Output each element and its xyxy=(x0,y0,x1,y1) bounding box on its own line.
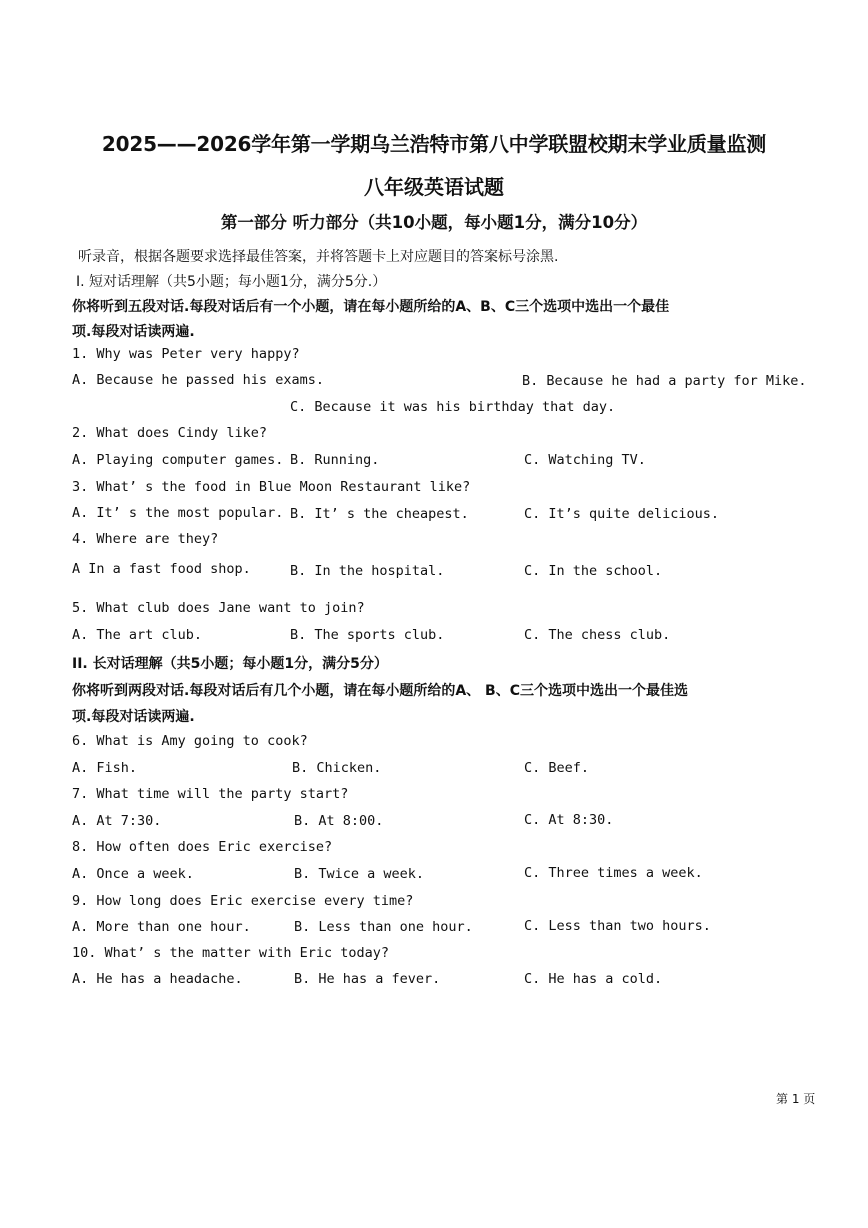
question-7-option-b: B. At 8:00. xyxy=(294,813,384,829)
question-4-stem: 4. Where are they? xyxy=(72,531,219,547)
section2-desc-line1: 你将听到两段对话.每段对话后有几个小题，请在每小题所给的A、 B、C三个选项中选出一个最佳选 xyxy=(72,683,688,699)
question-7-option-a: A. At 7:30. xyxy=(72,813,162,829)
part-heading: 第一部分 听力部分（共10小题，每小题1分，满分10分） xyxy=(220,213,648,232)
question-4-option-b: B. In the hospital. xyxy=(290,563,445,579)
question-10-option-b: B. He has a fever. xyxy=(294,971,441,987)
question-6-option-c: C. Beef. xyxy=(524,760,590,776)
question-1-option-a: A. Because he passed his exams. xyxy=(72,372,324,388)
exam-title: 2025——2026学年第一学期乌兰浩特市第八中学联盟校期末学业质量监测 xyxy=(101,132,767,156)
question-8-option-a: A. Once a week. xyxy=(72,866,194,882)
question-1-option-b: B. Because he had a party for Mike. xyxy=(522,373,807,389)
section2-heading: II. 长对话理解（共5小题；每小题1分，满分5分） xyxy=(72,656,388,672)
question-2-option-b: B. Running. xyxy=(290,452,380,468)
question-3-option-c: C. It’s quite delicious. xyxy=(524,506,720,522)
question-9-option-b: B. Less than one hour. xyxy=(294,919,473,935)
question-9-option-c: C. Less than two hours. xyxy=(524,918,711,934)
section2-desc-line2: 项.每段对话读两遍. xyxy=(72,709,195,725)
question-10-option-c: C. He has a cold. xyxy=(524,971,663,987)
question-7-stem: 7. What time will the party start? xyxy=(72,786,349,802)
question-5-option-c: C. The chess club. xyxy=(524,627,671,643)
instruction: 听录音，根据各题要求选择最佳答案，并将答题卡上对应题目的答案标号涂黑. xyxy=(78,249,559,265)
exam-subtitle: 八年级英语试题 xyxy=(364,175,504,199)
page-number: 第 1 页 xyxy=(776,1092,816,1106)
question-7-option-c: C. At 8:30. xyxy=(524,812,614,828)
question-5-stem: 5. What club does Jane want to join? xyxy=(72,600,365,616)
question-5-option-a: A. The art club. xyxy=(72,627,203,643)
section1-desc-line2: 项.每段对话读两遍. xyxy=(72,324,195,340)
question-3-option-b: B. It’ s the cheapest. xyxy=(290,506,469,522)
question-3-option-a: A. It’ s the most popular. xyxy=(72,505,284,521)
section1-heading: I. 短对话理解（共5小题；每小题1分，满分5分.） xyxy=(76,274,387,290)
question-9-option-a: A. More than one hour. xyxy=(72,919,251,935)
question-4-option-c: C. In the school. xyxy=(524,563,663,579)
question-3-stem: 3. What’ s the food in Blue Moon Restaurant like? xyxy=(72,479,471,495)
question-2-stem: 2. What does Cindy like? xyxy=(72,425,268,441)
question-5-option-b: B. The sports club. xyxy=(290,627,445,643)
question-1-option-c: C. Because it was his birthday that day. xyxy=(290,399,616,415)
question-9-stem: 9. How long does Eric exercise every time? xyxy=(72,893,414,909)
question-10-option-a: A. He has a headache. xyxy=(72,971,243,987)
question-6-stem: 6. What is Amy going to cook? xyxy=(72,733,308,749)
question-4-option-a: A In a fast food shop. xyxy=(72,561,251,577)
question-6-option-b: B. Chicken. xyxy=(292,760,382,776)
question-8-option-b: B. Twice a week. xyxy=(294,866,425,882)
question-2-option-a: A. Playing computer games. xyxy=(72,452,284,468)
question-2-option-c: C. Watching TV. xyxy=(524,452,646,468)
question-10-stem: 10. What’ s the matter with Eric today? xyxy=(72,945,389,961)
question-8-stem: 8. How often does Eric exercise? xyxy=(72,839,333,855)
question-1-stem: 1. Why was Peter very happy? xyxy=(72,346,300,362)
question-8-option-c: C. Three times a week. xyxy=(524,865,703,881)
question-6-option-a: A. Fish. xyxy=(72,760,138,776)
section1-desc-line1: 你将听到五段对话.每段对话后有一个小题，请在每小题所给的A、B、C三个选项中选出一个最佳 xyxy=(72,299,670,315)
